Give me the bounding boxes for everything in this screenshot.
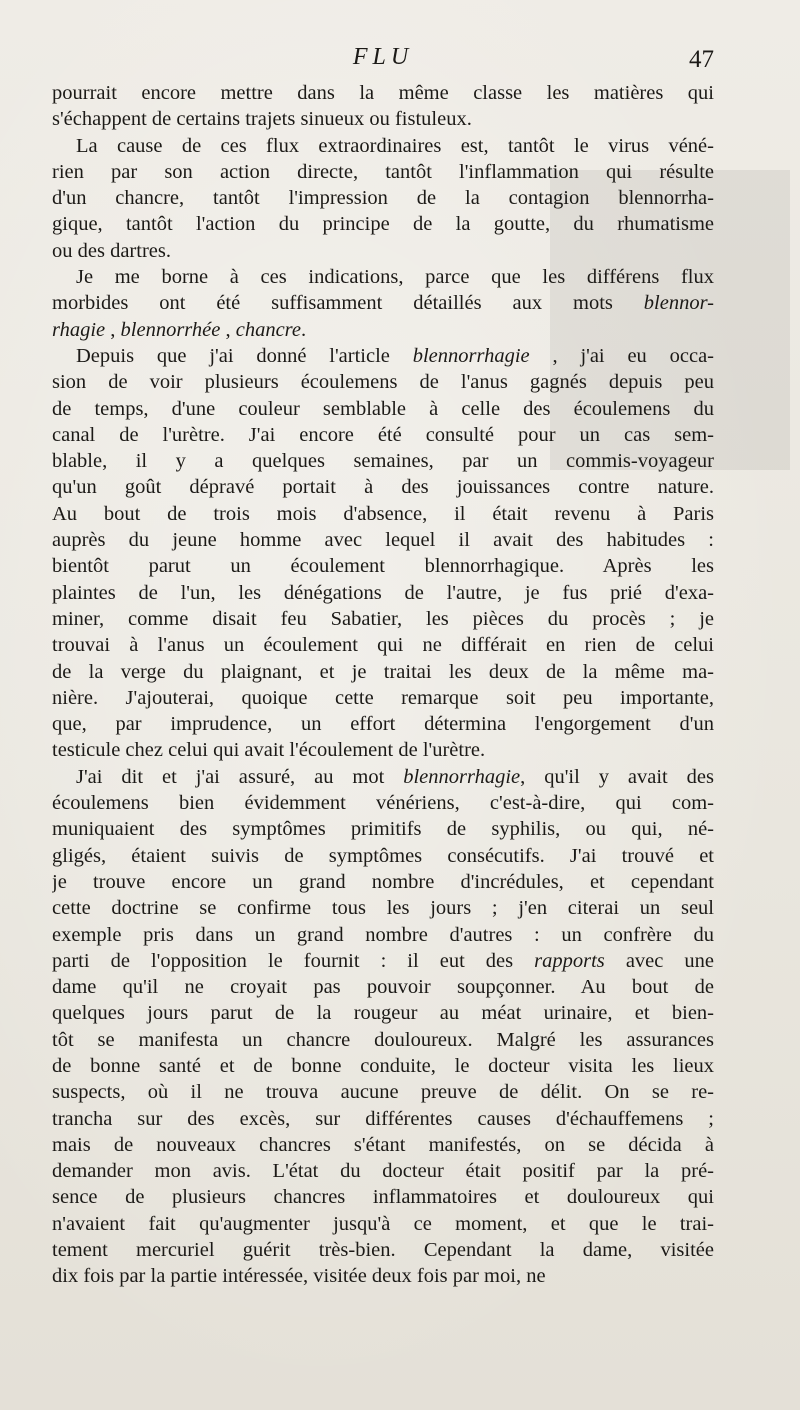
text-segment: avec une [604,949,714,972]
text-segment: sion de voir plusieurs écoulemens de l'anus gagnés depuis peu [52,371,714,394]
running-head [52,44,714,76]
text-line [52,474,714,500]
text-segment: La cause de ces flux extraordinaires est, tantôt le virus véné- [76,134,714,157]
text-line [52,396,714,422]
text-segment: qu'un goût dépravé portait à des jouissances contre nature. [52,476,714,499]
text-line [52,80,714,106]
text-line [52,1053,714,1079]
text-segment: plaintes de l'un, les dénégations de l'autre, je fus prié d'exa- [52,581,714,604]
text-segment: , [220,318,236,341]
text-segment: gique, tantôt l'action du principe de la goutte, du rhumatisme [52,213,714,236]
text-line [52,343,714,369]
text-segment: parti de l'opposition le fournit : il eut des [52,949,535,972]
text-segment: tement mercuriel guérit très-bien. Cependant la dame, visitée [52,1239,714,1262]
text-line [52,843,714,869]
text-segment: n'avaient fait qu'augmenter jusqu'à ce moment, et que le trai- [52,1212,714,1235]
text-segment: que, par imprudence, un effort détermina l'engorgement d'un [52,713,714,736]
text-segment: je trouve encore un grand nombre d'incrédules, et cependant [52,870,714,893]
italic-term: rapports [534,949,605,972]
text-line [52,1079,714,1105]
text-segment: de temps, d'une couleur semblable à celle des écoulemens du [52,397,714,420]
text-line [52,764,714,790]
italic-term: blennorrhée [120,318,221,341]
text-segment: quelques jours parut de la rougeur au méat urinaire, et bien- [52,1002,714,1025]
italic-term: blennorrhagie [403,765,521,788]
running-head-title: FLU [352,44,414,70]
italic-term: rhagie [52,318,106,341]
text-line [52,922,714,948]
text-segment: . [301,318,307,341]
text-line [52,501,714,527]
text-segment: sence de plusieurs chancres inflammatoires et douloureux qui [52,1186,714,1209]
text-segment: demander mon avis. L'état du docteur était positif par la pré- [52,1160,714,1183]
text-segment: écoulemens bien évidemment vénériens, c'est-à-dire, qui com- [52,792,714,815]
text-line [52,264,714,290]
text-line [52,1027,714,1053]
text-line [52,422,714,448]
text-segment: Depuis que j'ai donné l'article [76,344,413,367]
text-line [52,106,714,132]
text-segment: exemple pris dans un grand nombre d'autres : un confrère du [52,923,714,946]
text-line [52,659,714,685]
text-line [52,553,714,579]
text-segment: de bonne santé et de bonne conduite, le docteur visita les lieux [52,1054,714,1077]
text-segment: mais de nouveaux chancres s'étant manifestés, on se décida à [52,1133,714,1156]
text-segment: dix fois par la partie intéressée, visitée deux fois par moi, ne [52,1265,546,1288]
text-line [52,869,714,895]
text-line [52,685,714,711]
text-segment: ou des dartres. [52,239,171,262]
text-line [52,1106,714,1132]
text-segment: , qu'il y avait des [520,765,714,788]
italic-term: blennor- [643,292,714,315]
text-segment: Je me borne à ces indications, parce que les différens flux [76,266,714,289]
italic-term: chancre [235,318,301,341]
text-line [52,974,714,1000]
text-segment: suspects, où il ne trouva aucune preuve de délit. On se re- [52,1081,714,1104]
text-segment: J'ai dit et j'ai assuré, au mot [76,765,404,788]
text-segment: bientôt parut un écoulement blennorrhagique. Après les [52,555,714,578]
text-segment: auprès du jeune homme avec lequel il avait des habitudes : [52,529,714,552]
text-segment: rien par son action directe, tantôt l'inflammation qui résulte [52,160,714,183]
text-segment: muniquaient des symptômes primitifs de syphilis, ou qui, né- [52,818,714,841]
italic-term: blennorrhagie [412,344,530,367]
text-segment: testicule chez celui qui avait l'écoulement de l'urètre. [52,739,486,762]
text-line [52,133,714,159]
text-segment: d'un chancre, tantôt l'impression de la contagion blennorrha- [52,187,714,210]
page-number: 47 [689,46,714,73]
body-text [52,80,714,1290]
text-segment: trancha sur des excès, sur différentes causes d'échauffemens ; [52,1107,714,1130]
text-line [52,580,714,606]
text-line [52,606,714,632]
text-line [52,185,714,211]
text-segment: Au bout de trois mois d'absence, il était revenu à Paris [52,502,714,525]
text-segment: morbides ont été suffisamment détaillés aux mots [52,292,644,315]
text-line [52,448,714,474]
text-line [52,211,714,237]
text-segment: , [105,318,121,341]
text-line [52,317,714,343]
text-segment: cette doctrine se confirme tous les jours ; j'en citerai un seul [52,897,714,920]
text-line [52,1132,714,1158]
text-segment: , j'ai eu occa- [529,344,714,367]
text-line [52,895,714,921]
text-line [52,1184,714,1210]
text-line [52,290,714,316]
text-line [52,816,714,842]
text-segment: dame qu'il ne croyait pas pouvoir soupçonner. Au bout de [52,976,714,999]
text-line [52,711,714,737]
text-line [52,1000,714,1026]
text-line [52,1211,714,1237]
text-segment: s'échappent de certains trajets sinueux ou fistuleux. [52,108,472,131]
text-line [52,527,714,553]
text-segment: de la verge du plaignant, et je traitai les deux de la même ma- [52,660,714,683]
text-line [52,369,714,395]
text-line [52,632,714,658]
text-segment: trouvai à l'anus un écoulement qui ne différait en rien de celui [52,634,714,657]
text-line [52,737,714,763]
text-segment: nière. J'ajouterai, quoique cette remarque soit peu importante, [52,686,714,709]
text-line [52,1263,714,1289]
text-segment: gligés, étaient suivis de symptômes consécutifs. J'ai trouvé et [52,844,714,867]
text-segment: canal de l'urètre. J'ai encore été consulté pour un cas sem- [52,423,714,446]
text-line [52,238,714,264]
text-line [52,1237,714,1263]
text-line [52,790,714,816]
text-segment: miner, comme disait feu Sabatier, les pièces du procès ; je [52,607,714,630]
text-line [52,948,714,974]
text-segment: blable, il y a quelques semaines, par un commis-voyageur [52,450,714,473]
text-segment: pourrait encore mettre dans la même classe les matières qui [52,82,714,104]
text-segment: tôt se manifesta un chancre douloureux. Malgré les assurances [52,1028,714,1051]
text-line [52,159,714,185]
text-line [52,1158,714,1184]
